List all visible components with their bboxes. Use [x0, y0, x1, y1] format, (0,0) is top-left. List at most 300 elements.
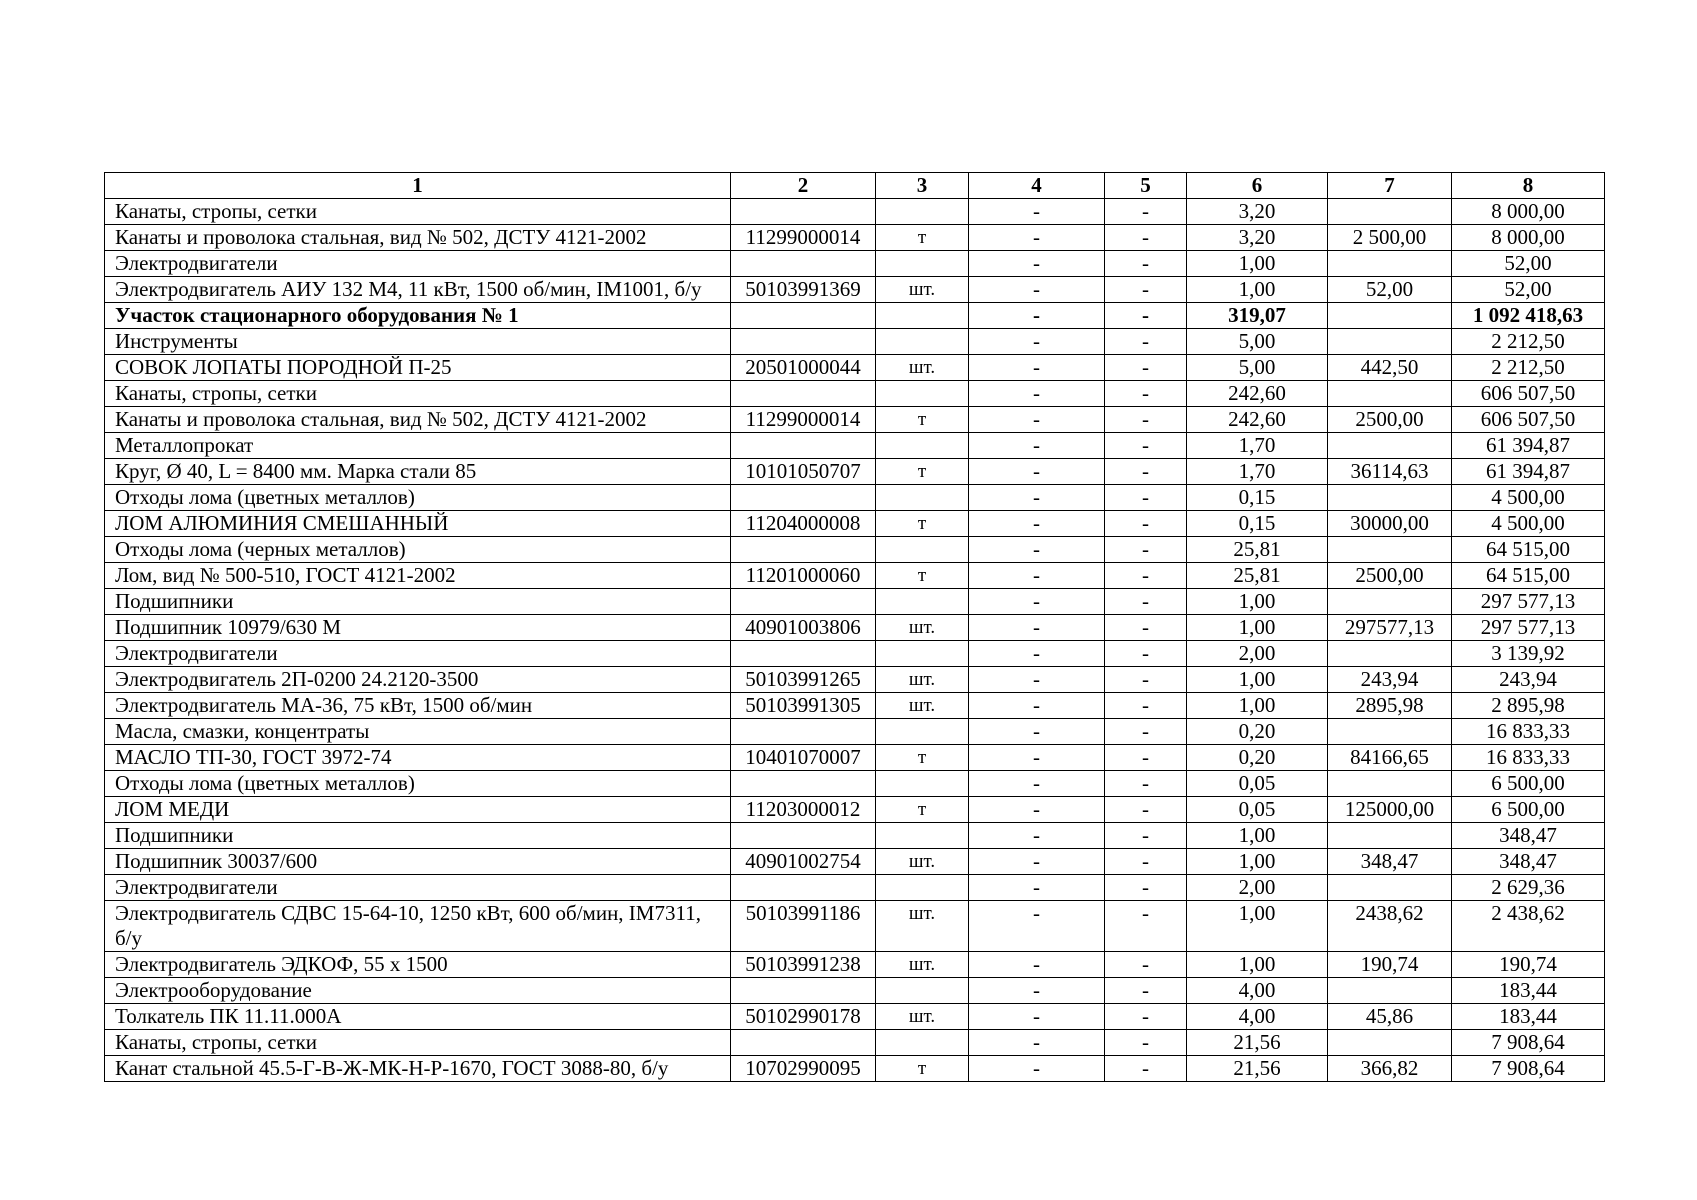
cell-sum: 8 000,00: [1452, 199, 1605, 225]
cell-col4: -: [969, 978, 1105, 1004]
cell-col4: -: [969, 485, 1105, 511]
cell-price: 2500,00: [1328, 563, 1452, 589]
table-row: [105, 771, 1605, 797]
cell-price: [1328, 199, 1452, 225]
cell-unit: т: [876, 407, 969, 433]
cell-sum: 52,00: [1452, 251, 1605, 277]
table-row: [105, 901, 1605, 952]
cell-unit: [876, 537, 969, 563]
cell-price: [1328, 641, 1452, 667]
cell-unit: [876, 251, 969, 277]
header-row: [105, 173, 1605, 199]
cell-price: [1328, 1030, 1452, 1056]
cell-unit: шт.: [876, 952, 969, 978]
cell-col5: -: [1105, 199, 1187, 225]
cell-unit: [876, 329, 969, 355]
cell-price: 442,50: [1328, 355, 1452, 381]
cell-col5: -: [1105, 875, 1187, 901]
cell-name: Толкатель ПК 11.11.000А: [105, 1004, 731, 1030]
cell-name: Подшипник 10979/630 М: [105, 615, 731, 641]
cell-name: Электродвигатели: [105, 875, 731, 901]
cell-unit: [876, 433, 969, 459]
cell-price: 84166,65: [1328, 745, 1452, 771]
cell-col4: -: [969, 251, 1105, 277]
cell-name: Инструменты: [105, 329, 731, 355]
cell-quantity: 4,00: [1187, 1004, 1328, 1030]
cell-code: 11204000008: [731, 511, 876, 537]
cell-quantity: 0,05: [1187, 771, 1328, 797]
table-row: [105, 459, 1605, 485]
table-row: [105, 433, 1605, 459]
cell-unit: т: [876, 511, 969, 537]
cell-sum: 2 629,36: [1452, 875, 1605, 901]
cell-name: Электродвигатель МА-36, 75 кВт, 1500 об/мин: [105, 693, 731, 719]
cell-sum: 52,00: [1452, 277, 1605, 303]
cell-name: ЛОМ АЛЮМИНИЯ СМЕШАННЫЙ: [105, 511, 731, 537]
cell-code: [731, 485, 876, 511]
cell-unit: [876, 199, 969, 225]
cell-price: 2500,00: [1328, 407, 1452, 433]
cell-price: [1328, 978, 1452, 1004]
table-row: [105, 329, 1605, 355]
cell-quantity: 1,00: [1187, 667, 1328, 693]
cell-code: 50103991369: [731, 277, 876, 303]
cell-code: 50103991238: [731, 952, 876, 978]
cell-sum: 7 908,64: [1452, 1030, 1605, 1056]
cell-quantity: 1,70: [1187, 433, 1328, 459]
cell-unit: шт.: [876, 667, 969, 693]
table-row: [105, 537, 1605, 563]
cell-col5: -: [1105, 978, 1187, 1004]
cell-unit: [876, 978, 969, 1004]
cell-price: 348,47: [1328, 849, 1452, 875]
table-row: [105, 615, 1605, 641]
cell-code: [731, 199, 876, 225]
cell-col4: -: [969, 1056, 1105, 1082]
cell-name: Отходы лома (цветных металлов): [105, 485, 731, 511]
cell-sum: 243,94: [1452, 667, 1605, 693]
cell-name: Отходы лома (черных металлов): [105, 537, 731, 563]
table-row: [105, 693, 1605, 719]
cell-col4: -: [969, 1030, 1105, 1056]
cell-name: Отходы лома (цветных металлов): [105, 771, 731, 797]
cell-col4: -: [969, 303, 1105, 329]
cell-col5: -: [1105, 1030, 1187, 1056]
cell-col5: -: [1105, 407, 1187, 433]
cell-code: 50102990178: [731, 1004, 876, 1030]
cell-unit: шт.: [876, 355, 969, 381]
cell-col5: -: [1105, 225, 1187, 251]
cell-code: [731, 381, 876, 407]
cell-unit: шт.: [876, 277, 969, 303]
cell-col4: -: [969, 823, 1105, 849]
cell-col4: -: [969, 355, 1105, 381]
cell-quantity: 2,00: [1187, 641, 1328, 667]
table-row: [105, 563, 1605, 589]
cell-name: Участок стационарного оборудования № 1: [105, 303, 731, 329]
cell-quantity: 1,00: [1187, 849, 1328, 875]
table-body: [105, 199, 1605, 1082]
cell-col5: -: [1105, 745, 1187, 771]
cell-code: [731, 719, 876, 745]
cell-col4: -: [969, 589, 1105, 615]
table-row: [105, 355, 1605, 381]
cell-sum: 7 908,64: [1452, 1056, 1605, 1082]
cell-price: [1328, 771, 1452, 797]
table-row: [105, 641, 1605, 667]
cell-price: 36114,63: [1328, 459, 1452, 485]
cell-price: [1328, 875, 1452, 901]
cell-code: [731, 303, 876, 329]
cell-col5: -: [1105, 459, 1187, 485]
cell-sum: 6 500,00: [1452, 771, 1605, 797]
inventory-table: [104, 172, 1605, 1082]
cell-code: [731, 978, 876, 1004]
cell-sum: 348,47: [1452, 823, 1605, 849]
cell-code: [731, 641, 876, 667]
cell-code: [731, 823, 876, 849]
cell-sum: 2 212,50: [1452, 329, 1605, 355]
cell-col4: -: [969, 771, 1105, 797]
cell-quantity: 5,00: [1187, 355, 1328, 381]
cell-col5: -: [1105, 511, 1187, 537]
cell-code: 50103991265: [731, 667, 876, 693]
cell-col4: -: [969, 719, 1105, 745]
cell-sum: 64 515,00: [1452, 563, 1605, 589]
cell-col4: -: [969, 329, 1105, 355]
table-row: [105, 303, 1605, 329]
table-row: [105, 978, 1605, 1004]
cell-price: [1328, 719, 1452, 745]
cell-name: Подшипники: [105, 589, 731, 615]
cell-name: Канаты, стропы, сетки: [105, 199, 731, 225]
cell-price: [1328, 251, 1452, 277]
cell-sum: 183,44: [1452, 978, 1605, 1004]
cell-col4: -: [969, 849, 1105, 875]
cell-code: [731, 1030, 876, 1056]
table-row: [105, 952, 1605, 978]
cell-col4: -: [969, 667, 1105, 693]
cell-sum: 8 000,00: [1452, 225, 1605, 251]
cell-col5: -: [1105, 329, 1187, 355]
cell-unit: шт.: [876, 1004, 969, 1030]
cell-quantity: 242,60: [1187, 407, 1328, 433]
cell-col5: -: [1105, 277, 1187, 303]
table-row: [105, 485, 1605, 511]
cell-unit: шт.: [876, 849, 969, 875]
column-header-1: 1: [105, 173, 731, 199]
cell-unit: [876, 1030, 969, 1056]
cell-price: 30000,00: [1328, 511, 1452, 537]
cell-sum: 2 212,50: [1452, 355, 1605, 381]
cell-col5: -: [1105, 563, 1187, 589]
cell-name: МАСЛО ТП-30, ГОСТ 3972-74: [105, 745, 731, 771]
cell-sum: 1 092 418,63: [1452, 303, 1605, 329]
cell-name: Масла, смазки, концентраты: [105, 719, 731, 745]
cell-price: [1328, 823, 1452, 849]
cell-col4: -: [969, 277, 1105, 303]
cell-quantity: 0,20: [1187, 745, 1328, 771]
table-row: [105, 251, 1605, 277]
cell-name: Электродвигатель СДВС 15-64-10, 1250 кВт, 600 об/мин, IM7311, б/у: [105, 901, 731, 952]
cell-quantity: 1,70: [1187, 459, 1328, 485]
cell-quantity: 0,15: [1187, 485, 1328, 511]
cell-unit: шт.: [876, 615, 969, 641]
table-row: [105, 719, 1605, 745]
cell-code: [731, 433, 876, 459]
cell-code: 11203000012: [731, 797, 876, 823]
table-row: [105, 823, 1605, 849]
table-row: [105, 277, 1605, 303]
cell-unit: [876, 771, 969, 797]
cell-quantity: 2,00: [1187, 875, 1328, 901]
table-row: [105, 1030, 1605, 1056]
cell-col5: -: [1105, 251, 1187, 277]
cell-price: [1328, 303, 1452, 329]
cell-price: [1328, 381, 1452, 407]
cell-sum: 4 500,00: [1452, 511, 1605, 537]
column-header-4: 4: [969, 173, 1105, 199]
cell-unit: т: [876, 225, 969, 251]
table-row: [105, 745, 1605, 771]
cell-unit: т: [876, 1056, 969, 1082]
column-header-7: 7: [1328, 173, 1452, 199]
cell-price: [1328, 589, 1452, 615]
cell-col4: -: [969, 875, 1105, 901]
cell-price: 45,86: [1328, 1004, 1452, 1030]
table-row: [105, 797, 1605, 823]
document-page: [104, 172, 1604, 1082]
cell-name: Электродвигатели: [105, 641, 731, 667]
cell-unit: [876, 875, 969, 901]
cell-sum: 2 895,98: [1452, 693, 1605, 719]
cell-name: Электродвигатель АИУ 132 М4, 11 кВт, 1500 об/мин, IM1001, б/у: [105, 277, 731, 303]
cell-unit: [876, 823, 969, 849]
cell-code: 40901003806: [731, 615, 876, 641]
cell-price: 52,00: [1328, 277, 1452, 303]
cell-price: [1328, 485, 1452, 511]
cell-price: 297577,13: [1328, 615, 1452, 641]
cell-col4: -: [969, 381, 1105, 407]
table-row: [105, 1056, 1605, 1082]
cell-quantity: 0,15: [1187, 511, 1328, 537]
cell-quantity: 21,56: [1187, 1056, 1328, 1082]
cell-price: 2895,98: [1328, 693, 1452, 719]
cell-name: Подшипник 30037/600: [105, 849, 731, 875]
cell-code: 11299000014: [731, 225, 876, 251]
cell-unit: [876, 485, 969, 511]
cell-col4: -: [969, 952, 1105, 978]
cell-quantity: 1,00: [1187, 589, 1328, 615]
cell-col4: -: [969, 407, 1105, 433]
cell-quantity: 1,00: [1187, 823, 1328, 849]
cell-price: 366,82: [1328, 1056, 1452, 1082]
cell-col5: -: [1105, 537, 1187, 563]
cell-quantity: 4,00: [1187, 978, 1328, 1004]
cell-name: Круг, Ø 40, L = 8400 мм. Марка стали 85: [105, 459, 731, 485]
cell-name: Канаты и проволока стальная, вид № 502, ДСТУ 4121-2002: [105, 407, 731, 433]
cell-name: Электродвигатель ЭДКОФ, 55 х 1500: [105, 952, 731, 978]
cell-col5: -: [1105, 901, 1187, 952]
cell-col5: -: [1105, 797, 1187, 823]
cell-sum: 348,47: [1452, 849, 1605, 875]
cell-col4: -: [969, 537, 1105, 563]
cell-code: [731, 589, 876, 615]
cell-col5: -: [1105, 952, 1187, 978]
cell-code: 10702990095: [731, 1056, 876, 1082]
cell-col5: -: [1105, 485, 1187, 511]
cell-quantity: 1,00: [1187, 251, 1328, 277]
cell-quantity: 21,56: [1187, 1030, 1328, 1056]
table-row: [105, 589, 1605, 615]
cell-col5: -: [1105, 355, 1187, 381]
cell-sum: 16 833,33: [1452, 719, 1605, 745]
cell-quantity: 319,07: [1187, 303, 1328, 329]
cell-sum: 4 500,00: [1452, 485, 1605, 511]
cell-code: 50103991186: [731, 901, 876, 952]
cell-code: 20501000044: [731, 355, 876, 381]
cell-price: 2 500,00: [1328, 225, 1452, 251]
table-row: [105, 875, 1605, 901]
cell-col5: -: [1105, 641, 1187, 667]
table-row: [105, 225, 1605, 251]
cell-price: [1328, 329, 1452, 355]
cell-col4: -: [969, 797, 1105, 823]
cell-sum: 183,44: [1452, 1004, 1605, 1030]
cell-unit: т: [876, 563, 969, 589]
table-row: [105, 381, 1605, 407]
cell-col5: -: [1105, 589, 1187, 615]
cell-code: [731, 771, 876, 797]
cell-name: Канат стальной 45.5-Г-В-Ж-МК-Н-Р-1670, ГОСТ 3088-80, б/у: [105, 1056, 731, 1082]
cell-code: 10101050707: [731, 459, 876, 485]
column-header-5: 5: [1105, 173, 1187, 199]
cell-unit: [876, 589, 969, 615]
cell-name: Подшипники: [105, 823, 731, 849]
table-row: [105, 849, 1605, 875]
cell-col4: -: [969, 615, 1105, 641]
cell-quantity: 25,81: [1187, 563, 1328, 589]
cell-name: СОВОК ЛОПАТЫ ПОРОДНОЙ П-25: [105, 355, 731, 381]
cell-col5: -: [1105, 719, 1187, 745]
cell-code: 40901002754: [731, 849, 876, 875]
column-header-8: 8: [1452, 173, 1605, 199]
cell-col4: -: [969, 901, 1105, 952]
cell-quantity: 1,00: [1187, 901, 1328, 952]
cell-sum: 297 577,13: [1452, 615, 1605, 641]
cell-name: Металлопрокат: [105, 433, 731, 459]
cell-sum: 16 833,33: [1452, 745, 1605, 771]
cell-col4: -: [969, 693, 1105, 719]
cell-name: Электродвигатель 2П-0200 24.2120-3500: [105, 667, 731, 693]
table-row: [105, 667, 1605, 693]
cell-sum: 606 507,50: [1452, 407, 1605, 433]
cell-col4: -: [969, 563, 1105, 589]
cell-col5: -: [1105, 1056, 1187, 1082]
cell-col4: -: [969, 641, 1105, 667]
cell-code: [731, 537, 876, 563]
cell-quantity: 25,81: [1187, 537, 1328, 563]
cell-code: [731, 875, 876, 901]
cell-quantity: 0,20: [1187, 719, 1328, 745]
cell-code: [731, 329, 876, 355]
cell-sum: 606 507,50: [1452, 381, 1605, 407]
cell-unit: шт.: [876, 901, 969, 952]
cell-col5: -: [1105, 667, 1187, 693]
table-row: [105, 511, 1605, 537]
cell-sum: 2 438,62: [1452, 901, 1605, 952]
cell-quantity: 1,00: [1187, 277, 1328, 303]
column-header-6: 6: [1187, 173, 1328, 199]
cell-code: 10401070007: [731, 745, 876, 771]
column-header-3: 3: [876, 173, 969, 199]
cell-sum: 61 394,87: [1452, 433, 1605, 459]
cell-name: Канаты и проволока стальная, вид № 502, ДСТУ 4121-2002: [105, 225, 731, 251]
table-row: [105, 199, 1605, 225]
cell-code: [731, 251, 876, 277]
cell-price: 190,74: [1328, 952, 1452, 978]
cell-sum: 64 515,00: [1452, 537, 1605, 563]
cell-name: Электродвигатели: [105, 251, 731, 277]
cell-col5: -: [1105, 1004, 1187, 1030]
cell-col4: -: [969, 1004, 1105, 1030]
cell-col5: -: [1105, 849, 1187, 875]
cell-unit: шт.: [876, 693, 969, 719]
table-row: [105, 407, 1605, 433]
cell-code: 50103991305: [731, 693, 876, 719]
cell-price: [1328, 433, 1452, 459]
cell-col5: -: [1105, 433, 1187, 459]
cell-price: 243,94: [1328, 667, 1452, 693]
cell-name: Канаты, стропы, сетки: [105, 381, 731, 407]
cell-unit: [876, 303, 969, 329]
cell-sum: 190,74: [1452, 952, 1605, 978]
cell-col5: -: [1105, 303, 1187, 329]
cell-quantity: 242,60: [1187, 381, 1328, 407]
cell-name: Лом, вид № 500-510, ГОСТ 4121-2002: [105, 563, 731, 589]
cell-name: Канаты, стропы, сетки: [105, 1030, 731, 1056]
cell-col4: -: [969, 745, 1105, 771]
cell-name: Электрооборудование: [105, 978, 731, 1004]
cell-quantity: 5,00: [1187, 329, 1328, 355]
cell-sum: 61 394,87: [1452, 459, 1605, 485]
cell-unit: т: [876, 797, 969, 823]
cell-unit: [876, 381, 969, 407]
column-header-2: 2: [731, 173, 876, 199]
cell-col5: -: [1105, 615, 1187, 641]
cell-quantity: 0,05: [1187, 797, 1328, 823]
cell-col5: -: [1105, 771, 1187, 797]
cell-col4: -: [969, 511, 1105, 537]
cell-col4: -: [969, 199, 1105, 225]
cell-sum: 3 139,92: [1452, 641, 1605, 667]
cell-quantity: 3,20: [1187, 225, 1328, 251]
cell-quantity: 1,00: [1187, 952, 1328, 978]
cell-quantity: 1,00: [1187, 615, 1328, 641]
cell-price: 125000,00: [1328, 797, 1452, 823]
cell-col5: -: [1105, 693, 1187, 719]
cell-sum: 297 577,13: [1452, 589, 1605, 615]
cell-quantity: 1,00: [1187, 693, 1328, 719]
cell-unit: [876, 719, 969, 745]
cell-col5: -: [1105, 381, 1187, 407]
table-row: [105, 1004, 1605, 1030]
cell-code: 11201000060: [731, 563, 876, 589]
cell-name: ЛОМ МЕДИ: [105, 797, 731, 823]
cell-quantity: 3,20: [1187, 199, 1328, 225]
cell-unit: т: [876, 745, 969, 771]
cell-col5: -: [1105, 823, 1187, 849]
